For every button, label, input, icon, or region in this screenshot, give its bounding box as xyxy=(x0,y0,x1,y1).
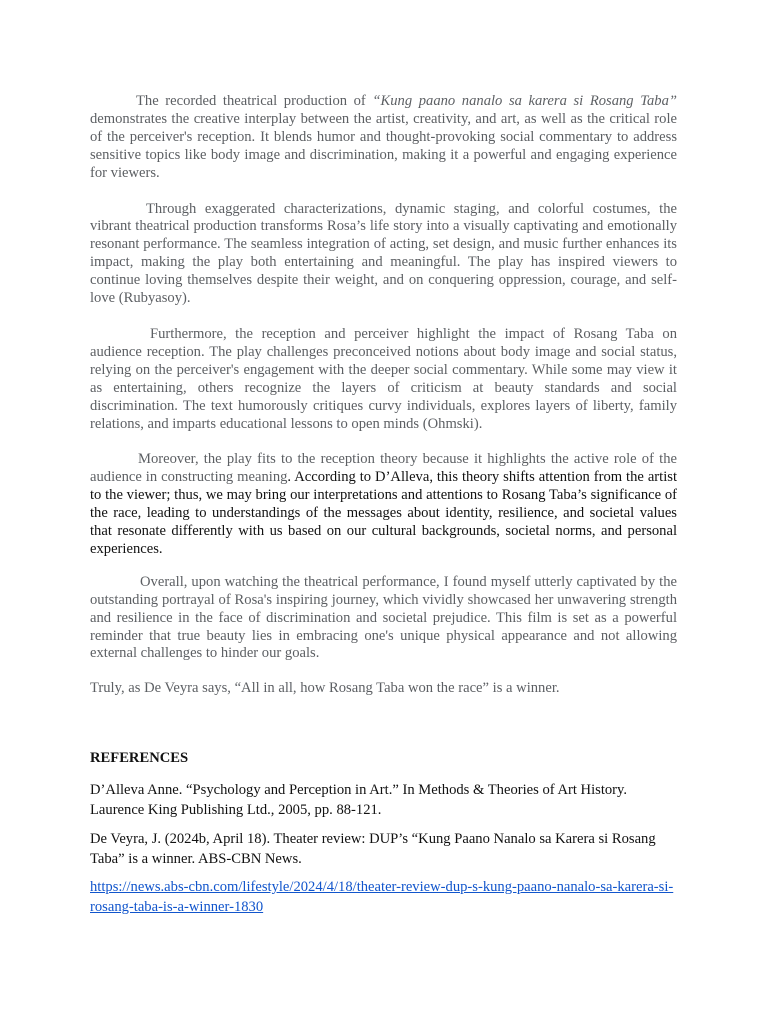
closing-line: Truly, as De Veyra says, “All in all, how Rosang Taba won the race” is a winner. xyxy=(90,680,560,697)
reference-dalleva: D’Alleva Anne. “Psychology and Perception in Art.” In Methods & Theories of Art History. Laurence King Publishing Ltd., 2005, pp. 88-121. xyxy=(90,782,628,818)
intro-lead: The recorded theatrical production of xyxy=(136,93,373,109)
theory-gray-text: Moreover, the play fits to the reception theory because it highlights the active role of the audience in constructing meaning xyxy=(90,451,677,486)
play-title: “Kung paano nanalo sa karera si Rosang Taba” xyxy=(372,93,677,109)
reference-url-link[interactable]: https://news.abs-cbn.com/lifestyle/2024/4/18/theater-review-dup-s-kung-paano-nanalo-sa-karera-si-rosang-taba-is-a-winner-1830 xyxy=(90,879,674,915)
reference-link-line xyxy=(90,878,677,917)
references-heading: REFERENCES xyxy=(90,750,189,767)
document-page xyxy=(90,93,677,917)
paragraph-intro xyxy=(90,93,677,183)
intro-rest: demonstrates the creative interplay between the artist, creativity, and art, as well as the critical role of the perceiver's reception. It blends humor and thought-provoking social commentary to address sensitive topics like body image and discrimination, making it a powerful and engaging experience for viewers. xyxy=(90,110,677,181)
paragraph-overall: Overall, upon watching the theatrical performance, I found myself utterly captivated by the outstanding portrayal of Rosa's inspiring journey, which vividly showcased her unwavering strength and resilience in the face of discrimination and societal prejudice. This film is set as a powerful reminder that true beauty lies in embracing one's unique physical appearance and not allowing external challenges to hinder our goals. xyxy=(90,573,677,662)
reference-deveyra: De Veyra, J. (2024b, April 18). Theater review: DUP’s “Kung Paano Nanalo sa Karera si Rosang Taba” is a winner. ABS-CBN News. xyxy=(90,831,656,867)
theory-black-text: . According to D’Alleva, this theory shifts attention from the artist to the viewer; thus, we may bring our interpretations and attentions to Rosang Taba’s significance of the race, leading to understandings of the messages about identity, resilience, and societal values that resonate differently with us based on our cultural backgrounds, societal norms, and personal experiences. xyxy=(90,469,677,557)
paragraph-reception: Furthermore, the reception and perceiver highlight the impact of Rosang Taba on audience reception. The play challenges preconceived notions about body image and social status, relying on the perceiver's engagement with the deeper social commentary. While some may view it as entertaining, others recognize the layers of criticism at beauty standards and social discrimination. The text humorously critiques curvy individuals, explores layers of liberty, family relations, and imparts educational lessons to open minds (Ohmski). xyxy=(90,325,677,432)
paragraph-production: Through exaggerated characterizations, dynamic staging, and colorful costumes, the vibrant theatrical production transforms Rosa’s life story into a visually captivating and emotionally resonant performance. The seamless integration of acting, set design, and music further enhances its impact, making the play both entertaining and meaningful. The play has inspired viewers to continue loving themselves despite their weight, and on conquering oppression, courage, and self-love (Rubyasoy). xyxy=(90,200,677,307)
paragraph-reception-theory xyxy=(90,451,677,558)
